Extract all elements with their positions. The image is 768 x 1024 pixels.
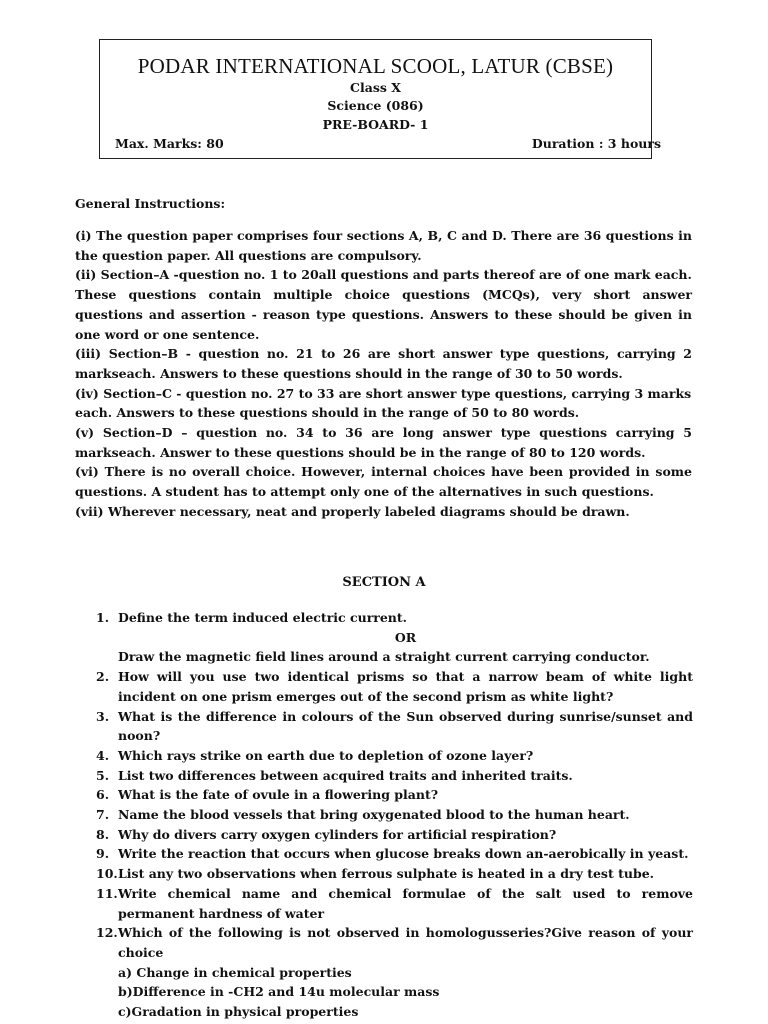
question-alt-text: Draw the magnetic field lines around a straight current carrying conductor.	[118, 649, 650, 665]
question-item	[96, 844, 693, 864]
question-text: List any two observations when ferrous sulphate is heated in a dry test tube.	[118, 866, 654, 882]
question-number: 4.	[96, 747, 110, 763]
question-item	[96, 707, 693, 746]
question-text: What is the fate of ovule in a flowering plant?	[118, 787, 439, 803]
question-number: 8.	[96, 826, 110, 842]
question-text: Which of the following is not observed in homologusseries?Give reason of your choice	[118, 925, 693, 960]
question-number: 11.	[96, 885, 118, 901]
question-item	[96, 864, 693, 884]
question-item	[96, 785, 693, 805]
question-number: 6.	[96, 787, 110, 803]
question-text: Which rays strike on earth due to depletion of ozone layer?	[118, 747, 534, 763]
question-text: List two differences between acquired traits and inherited traits.	[118, 767, 573, 783]
question-item	[96, 923, 693, 962]
question-number: 1.	[96, 610, 110, 625]
question-text: Write chemical name and chemical formulae of the salt used to remove permanent hardness of water	[118, 885, 693, 921]
instruction-item: (ii) Section–A -question no. 1 to 20all questions and parts thereof are of one mark each.	[75, 267, 692, 283]
instruction-item: (vii) Wherever necessary, neat and properly labeled diagrams should be drawn.	[75, 503, 630, 519]
or-label: OR	[394, 629, 417, 645]
option-b: b)Difference in -CH2 and 14u molecular mass	[118, 984, 440, 1000]
question-item	[96, 825, 693, 845]
instructions-list	[75, 226, 692, 522]
instruction-item: each. Answers to these questions should in the range of 50 to 80 words.	[75, 405, 580, 421]
question-text: Why do divers carry oxygen cylinders for artificial respiration?	[118, 826, 557, 842]
instruction-item: These questions contain multiple choice questions (MCQs), very short answer questions and assertion - reason type questions. Answers to these should be given in one word or one sentence.	[75, 287, 692, 342]
instruction-item: (v) Section–D – question no. 34 to 36 are long answer type questions carrying 5 markseach. Answer to these questions should be in the range of 80 to 120 words.	[75, 425, 692, 460]
duration: Duration : 3 hours	[531, 136, 661, 151]
question-item	[96, 766, 693, 786]
question-item	[96, 746, 693, 766]
question-number: 7.	[96, 807, 110, 823]
question-number: 12.	[96, 925, 118, 941]
question-item	[96, 667, 693, 706]
question-item	[96, 884, 693, 923]
question-text: What is the difference in colours of the Sun observed during sunrise/sunset and noon?	[118, 708, 693, 744]
question-number: 5.	[96, 767, 110, 783]
instruction-item: (iii) Section–B - question no. 21 to 26 are short answer type questions, carrying 2 markseach. Answers to these questions should in the range of 30 to 50 words.	[75, 346, 692, 381]
instruction-item: (iv) Section–C - question no. 27 to 33 are short answer type questions, carrying 3 marks	[75, 385, 692, 401]
question-number: 3.	[96, 708, 110, 724]
question-text: Define the term induced electric current.	[118, 610, 408, 625]
option-a: a) Change in chemical properties	[118, 964, 352, 980]
school-name: PODAR INTERNATIONAL SCOOL, LATUR (CBSE)	[137, 54, 614, 78]
question-number: 2.	[96, 669, 110, 685]
option-c: c)Gradation in physical properties	[118, 1004, 359, 1020]
question-text: Name the blood vessels that bring oxygenated blood to the human heart.	[118, 807, 630, 823]
question-text: How will you use two identical prisms so that a narrow beam of white light incident on one prism emerges out of the second prism as white light?	[118, 669, 693, 704]
question-item	[96, 608, 693, 628]
question-number: 10.	[96, 866, 118, 882]
max-marks: Max. Marks: 80	[115, 136, 224, 151]
question-list	[96, 608, 693, 1022]
instruction-item: (vi) There is no overall choice. However, internal choices have been provided in some questions. A student has to attempt only one of the alternatives in such questions.	[75, 464, 692, 500]
instructions-title: General Instructions:	[75, 196, 226, 211]
header-box	[99, 39, 661, 159]
question-text: Write the reaction that occurs when glucose breaks down an-aerobically in yeast.	[118, 846, 689, 862]
section-title: SECTION A	[342, 575, 426, 590]
subject-label: Science (086)	[327, 98, 424, 113]
question-item	[96, 805, 693, 825]
question-number: 9.	[96, 846, 110, 862]
instruction-item: (i) The question paper comprises four sections A, B, C and D. There are 36 questions in the question paper. All questions are compulsory.	[75, 228, 692, 263]
class-label: Class X	[350, 80, 401, 95]
exam-label: PRE-BOARD- 1	[322, 117, 429, 132]
